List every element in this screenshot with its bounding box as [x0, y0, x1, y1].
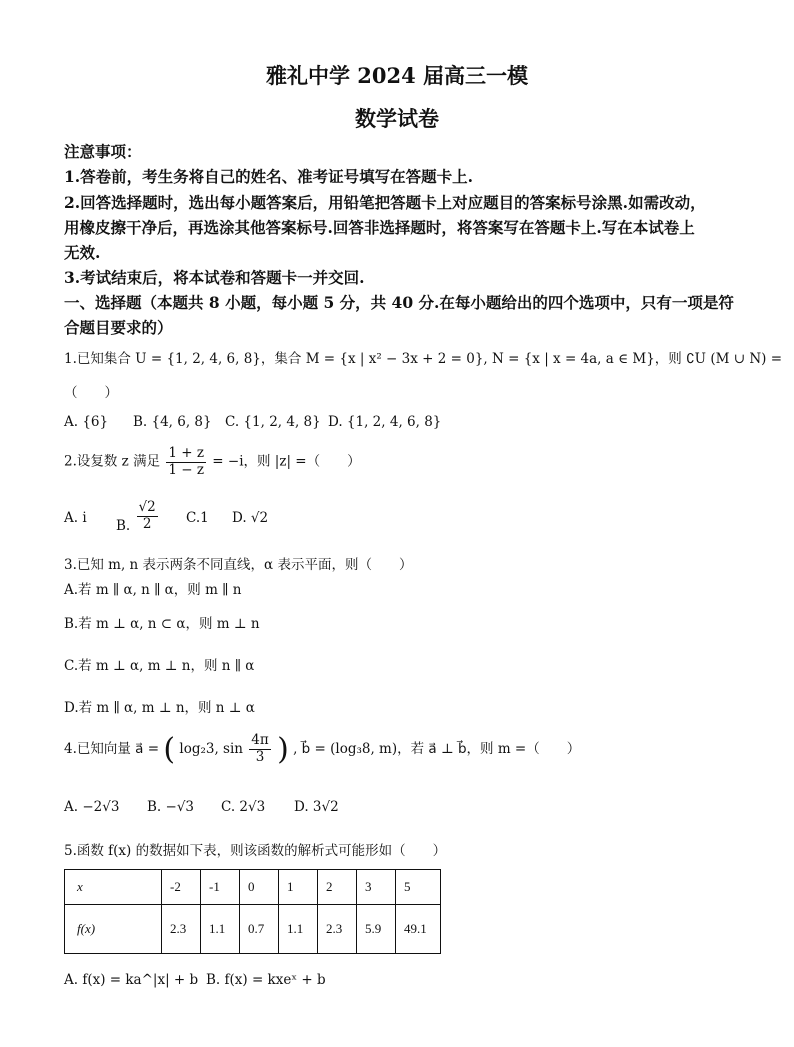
question-5-stem: 5.函数 f(x) 的数据如下表，则该函数的解析式可能形如（ ） — [64, 843, 447, 859]
table-cell: 5 — [396, 870, 441, 905]
q4-option-d: D. 3√2 — [294, 799, 339, 815]
q1-option-d: D. {1, 2, 4, 6, 8} — [328, 414, 442, 430]
notice-item-2: 2.回答选择题时，选出每小题答案后，用铅笔把答题卡上对应题目的答案标号涂黑.如需改动， — [64, 193, 706, 212]
table-cell: 3 — [357, 870, 396, 905]
q5-data-table — [64, 869, 441, 954]
table-header-fx: f(x) — [65, 905, 162, 954]
section-heading: 一、选择题（本题共 8 小题，每小题 5 分，共 40 分.在每小题给出的四个选项中，只有一项是符 — [64, 293, 734, 312]
q2-option-b: B. $\frac{√2}{2}$ — [116, 499, 156, 534]
table-row — [65, 905, 441, 954]
q3-option-d: D.若 m ∥ α, m ⊥ n，则 n ⊥ α — [64, 700, 255, 716]
q2-fraction — [166, 446, 206, 478]
q2-stem-pre: 2.设复数 z 满足 — [64, 453, 161, 470]
table-row — [65, 870, 441, 905]
exam-subtitle: 数学试卷 — [355, 106, 439, 131]
q3-option-b: B.若 m ⊥ α, n ⊂ α，则 m ⊥ n — [64, 616, 260, 632]
notice-item-2-end: 无效. — [64, 243, 101, 262]
question-2-stem — [64, 446, 361, 478]
q2-fraction-den: 1 − z — [168, 461, 204, 478]
q4-open-paren: ( — [163, 732, 176, 767]
question-1-stem: 1.已知集合 U = {1, 2, 4, 6, 8}，集合 M = {x | x² − 3x + 2 = 0}, N = {x | x = 4a, a ∈ M}，则 ∁U (M ∪ N) = — [64, 351, 783, 367]
q4-option-c: C. 2√3 — [221, 799, 266, 815]
q2-stem-post: = −i，则 |z| =（ ） — [212, 453, 361, 470]
q2-option-d: D. √2 — [232, 510, 269, 526]
q3-option-c: C.若 m ⊥ α, m ⊥ n，则 n ∥ α — [64, 658, 255, 674]
q1-option-b: B. {4, 6, 8} — [133, 414, 212, 430]
q2-option-a: A. i — [64, 510, 87, 526]
q2-option-c: C.1 — [186, 510, 209, 526]
table-cell: -2 — [162, 870, 201, 905]
q2-option-b-fraction: $\frac{√2}{2}$ — [138, 499, 156, 532]
exam-title: 雅礼中学 2024 届高三一模 — [265, 63, 529, 88]
question-1-paren: （ ） — [64, 385, 118, 401]
notice-item-3: 3.考试结束后，将本试卷和答题卡一并交回. — [64, 268, 365, 287]
q2-fraction-num: 1 + z — [168, 445, 204, 461]
table-cell: 5.9 — [357, 905, 396, 954]
q4-fraction: $\frac{4\pi}{3}$ — [251, 732, 269, 765]
question-3-stem: 3.已知 m, n 表示两条不同直线，α 表示平面，则（ ） — [64, 557, 413, 573]
q4-close-paren: ) — [277, 732, 289, 767]
table-cell: 2.3 — [162, 905, 201, 954]
table-cell: 1.1 — [201, 905, 240, 954]
table-cell: 49.1 — [396, 905, 441, 954]
q1-option-a: A. {6} — [64, 414, 109, 430]
table-cell: 0.7 — [240, 905, 279, 954]
notice-item-1: 1.答卷前，考生务将自己的姓名、准考证号填写在答题卡上. — [64, 167, 474, 186]
table-cell: -1 — [201, 870, 240, 905]
table-cell: 1 — [279, 870, 318, 905]
q4-option-a: A. −2√3 — [64, 799, 120, 815]
table-cell: 0 — [240, 870, 279, 905]
question-4-stem: 4.已知向量 a⃗ = ( log₂3, sin $\frac{4\pi}{3}$ ) , b⃗ = (log₃8, m)，若 a⃗ ⊥ b⃗，则 m =（ ） — [64, 732, 581, 767]
notice-item-2-cont: 用橡皮擦干净后，再选涂其他答案标号.回答非选择题时，将答案写在答题卡上.写在本试卷上 — [64, 218, 695, 237]
q4-option-b: B. −√3 — [147, 799, 195, 815]
q5-option-b: B. f(x) = kxeˣ + b — [206, 972, 326, 988]
table-header-x: x — [65, 870, 162, 905]
q3-option-a: A.若 m ∥ α, n ∥ α，则 m ∥ n — [64, 582, 242, 598]
table-cell: 1.1 — [279, 905, 318, 954]
q1-option-c: C. {1, 2, 4, 8} — [225, 414, 321, 430]
table-cell: 2 — [318, 870, 357, 905]
section-heading-cont: 合题目要求的） — [64, 318, 173, 337]
q5-option-a: A. f(x) = ka^|x| + b — [64, 972, 199, 988]
notice-heading: 注意事项： — [64, 142, 142, 161]
table-cell: 2.3 — [318, 905, 357, 954]
